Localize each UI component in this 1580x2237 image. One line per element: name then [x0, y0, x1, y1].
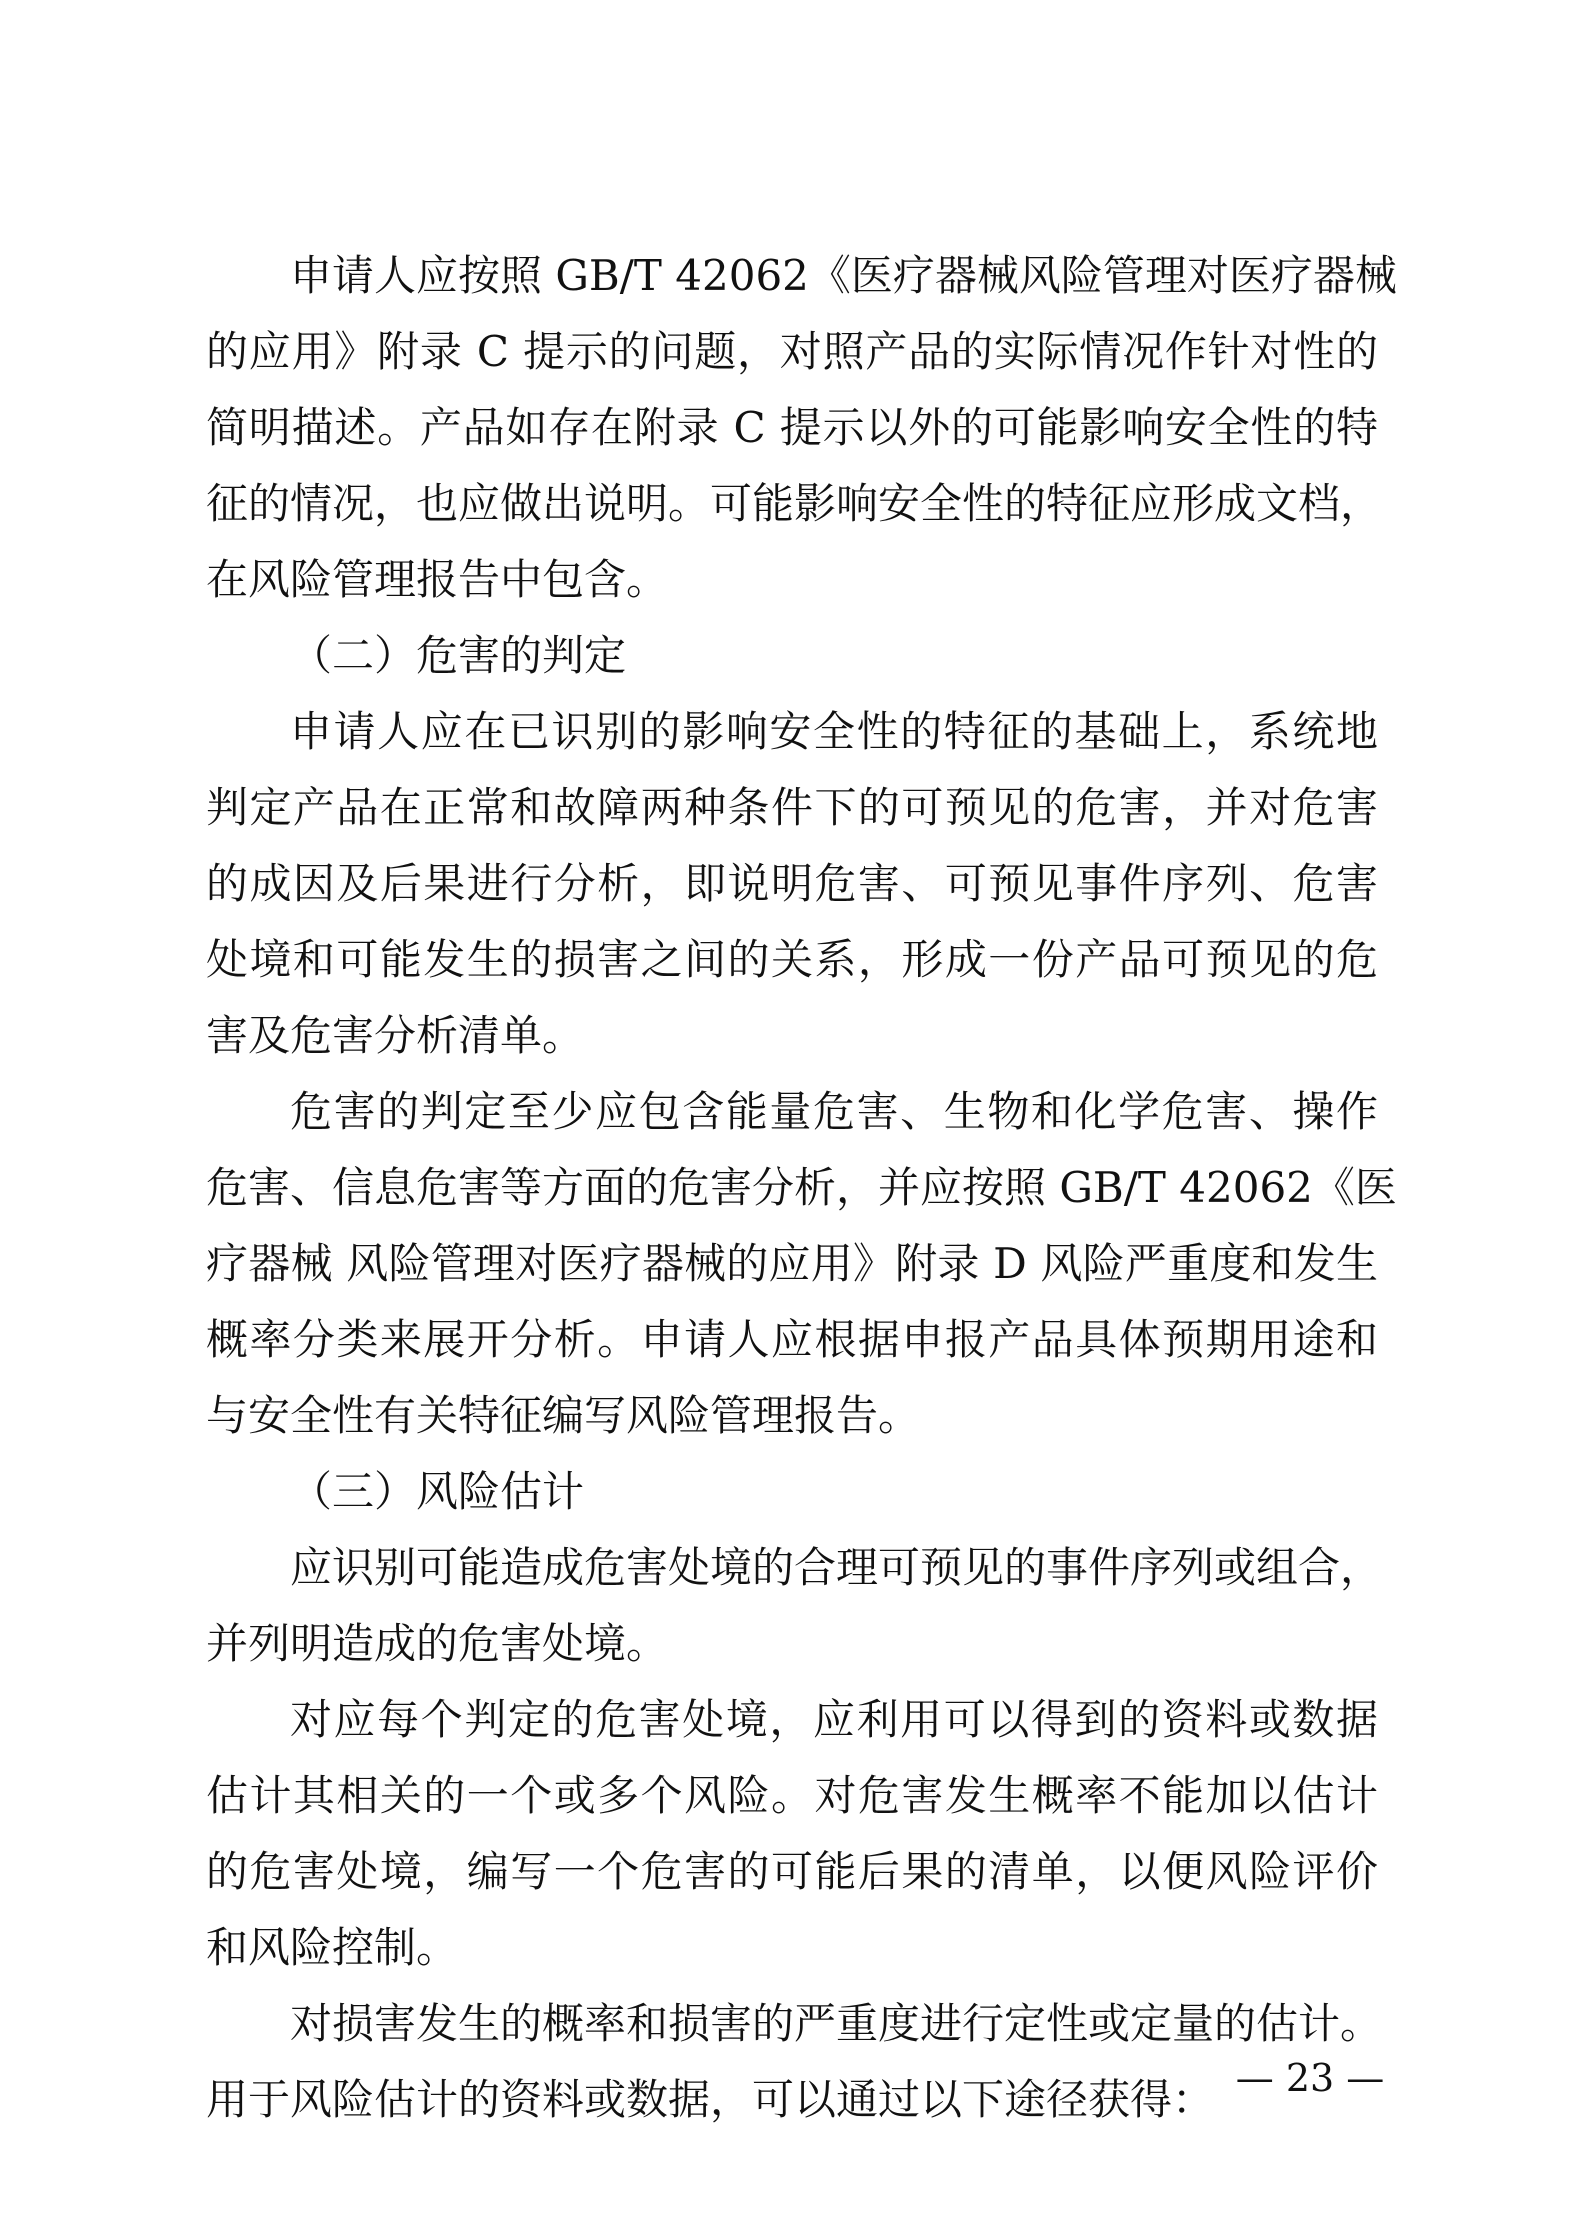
text-line: 简明描述。产品如存在附录 C 提示以外的可能影响安全性的特	[206, 403, 1378, 452]
page-number: — 23 —	[1235, 2056, 1385, 2100]
text-line: 疗器械 风险管理对医疗器械的应用》附录 D 风险严重度和发生	[206, 1239, 1378, 1288]
text-line: 估计其相关的一个或多个风险。对危害发生概率不能加以估计	[206, 1771, 1378, 1820]
section-heading: （二）危害的判定	[290, 631, 627, 680]
text-line: 并列明造成的危害处境。	[206, 1619, 669, 1668]
text-line: 在风险管理报告中包含。	[206, 555, 669, 604]
text-line: 用于风险估计的资料或数据，可以通过以下途径获得：	[206, 2075, 1215, 2124]
section-heading: （三）风险估计	[290, 1467, 585, 1516]
text-line: 的成因及后果进行分析，即说明危害、可预见事件序列、危害	[206, 859, 1378, 908]
text-line: 害及危害分析清单。	[206, 1011, 585, 1060]
text-line: 的危害处境，编写一个危害的可能后果的清单，以便风险评价	[206, 1847, 1378, 1896]
text-line: 与安全性有关特征编写风险管理报告。	[206, 1391, 921, 1440]
text-line: 危害、信息危害等方面的危害分析，并应按照 GB/T 42062《医	[206, 1163, 1397, 1212]
text-line: 概率分类来展开分析。申请人应根据申报产品具体预期用途和	[206, 1315, 1378, 1364]
body-text	[206, 238, 1397, 2138]
text-line: 应识别可能造成危害处境的合理可预见的事件序列或组合，	[290, 1543, 1383, 1592]
text-line: 对损害发生的概率和损害的严重度进行定性或定量的估计。	[290, 1999, 1383, 2048]
text-line: 危害的判定至少应包含能量危害、生物和化学危害、操作	[290, 1087, 1378, 1136]
text-line: 对应每个判定的危害处境，应利用可以得到的资料或数据	[290, 1695, 1378, 1744]
text-line: 和风险控制。	[206, 1923, 459, 1972]
text-line: 处境和可能发生的损害之间的关系，形成一份产品可预见的危	[206, 935, 1378, 984]
text-line: 判定产品在正常和故障两种条件下的可预见的危害，并对危害	[206, 783, 1378, 832]
text-line: 征的情况，也应做出说明。可能影响安全性的特征应形成文档，	[206, 479, 1383, 528]
text-line: 的应用》附录 C 提示的问题，对照产品的实际情况作针对性的	[206, 327, 1378, 376]
text-line: 申请人应在已识别的影响安全性的特征的基础上，系统地	[290, 707, 1378, 756]
text-line: 申请人应按照 GB/T 42062《医疗器械风险管理对医疗器械	[290, 251, 1397, 300]
